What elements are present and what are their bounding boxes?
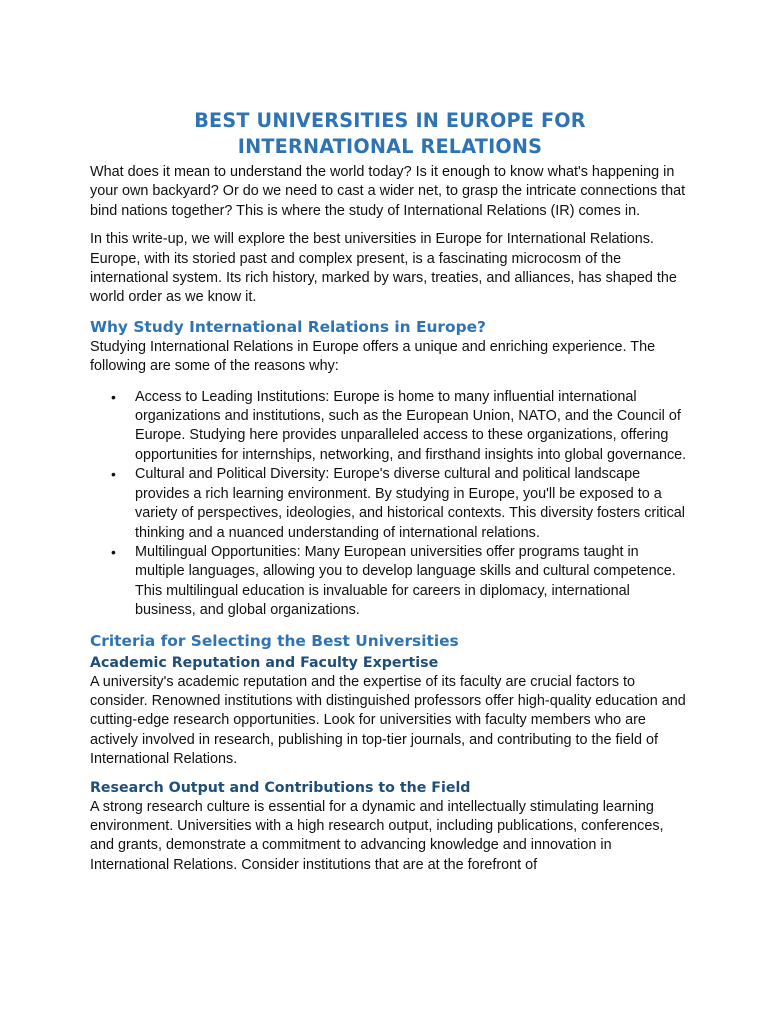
list-item-text: Access to Leading Institutions: Europe is home to many influential international organizations and institutions, such as the European Union, NATO, and the Council of Europe. Studying here provides unparalleled access to these organizations, offering opportunities for internships, networking, and firsthand insights into global governance. bbox=[135, 388, 687, 463]
list-item bbox=[90, 465, 690, 543]
academic-reputation-heading: Academic Reputation and Faculty Expertise bbox=[90, 654, 439, 671]
intro-paragraph-1: What does it mean to understand the world today? Is it enough to know what's happening in your own backyard? Or do we need to cast a wider net, to grasp the intricate connections that bind nations together? This is where the study of International Relations (IR) comes in. bbox=[90, 164, 686, 219]
bullet-icon: • bbox=[111, 388, 116, 405]
academic-reputation-text: A university's academic reputation and the expertise of its faculty are crucial factors to consider. Renowned institutions with distinguished professors offer high-quality education and cutting-edge research opportunities. Look for universities with faculty members who are actively involved in research, publishing in top-tier journals, and contributing to the field of International Relations. bbox=[90, 673, 686, 768]
criteria-heading: Criteria for Selecting the Best Universities bbox=[90, 631, 459, 650]
page-title-line-1: BEST UNIVERSITIES IN EUROPE FOR bbox=[194, 109, 586, 132]
list-item bbox=[90, 388, 690, 466]
page-title bbox=[90, 108, 690, 160]
why-study-intro: Studying International Relations in Europe offers a unique and enriching experience. The following are some of the reasons why: bbox=[90, 338, 656, 375]
research-output-text: A strong research culture is essential for a dynamic and intellectually stimulating learning environment. Universities with a high research output, including publications, conferences, and grants, demonstrate a commitment to advancing knowledge and innovation in International Relations. Consider institutions that are at the forefront of bbox=[90, 798, 664, 873]
reasons-list bbox=[90, 388, 690, 621]
document-page bbox=[90, 108, 690, 875]
intro-paragraph-2: In this write-up, we will explore the best universities in Europe for International Relations. Europe, with its storied past and complex present, is a fascinating microcosm of the international system. Its rich history, marked by wars, treaties, and alliances, has shaped the world order as we know it. bbox=[90, 231, 677, 306]
list-item-text: Cultural and Political Diversity: Europe's diverse cultural and political landscape provides a rich learning environment. By studying in Europe, you'll be exposed to a variety of perspectives, ideologies, and historical contexts. This diversity fosters critical thinking and a nuanced understanding of international relations. bbox=[135, 466, 686, 541]
list-item bbox=[90, 543, 690, 621]
list-item-text: Multilingual Opportunities: Many European universities offer programs taught in multiple languages, allowing you to develop language skills and cultural competence. This multilingual education is invaluable for careers in diplomacy, international business, and global organizations. bbox=[135, 543, 676, 619]
bullet-icon: • bbox=[111, 543, 116, 560]
bullet-icon: • bbox=[111, 466, 116, 483]
research-output-heading: Research Output and Contributions to the Field bbox=[90, 779, 471, 796]
page-title-line-2: INTERNATIONAL RELATIONS bbox=[237, 135, 543, 158]
why-study-heading: Why Study International Relations in Europe? bbox=[90, 317, 486, 336]
